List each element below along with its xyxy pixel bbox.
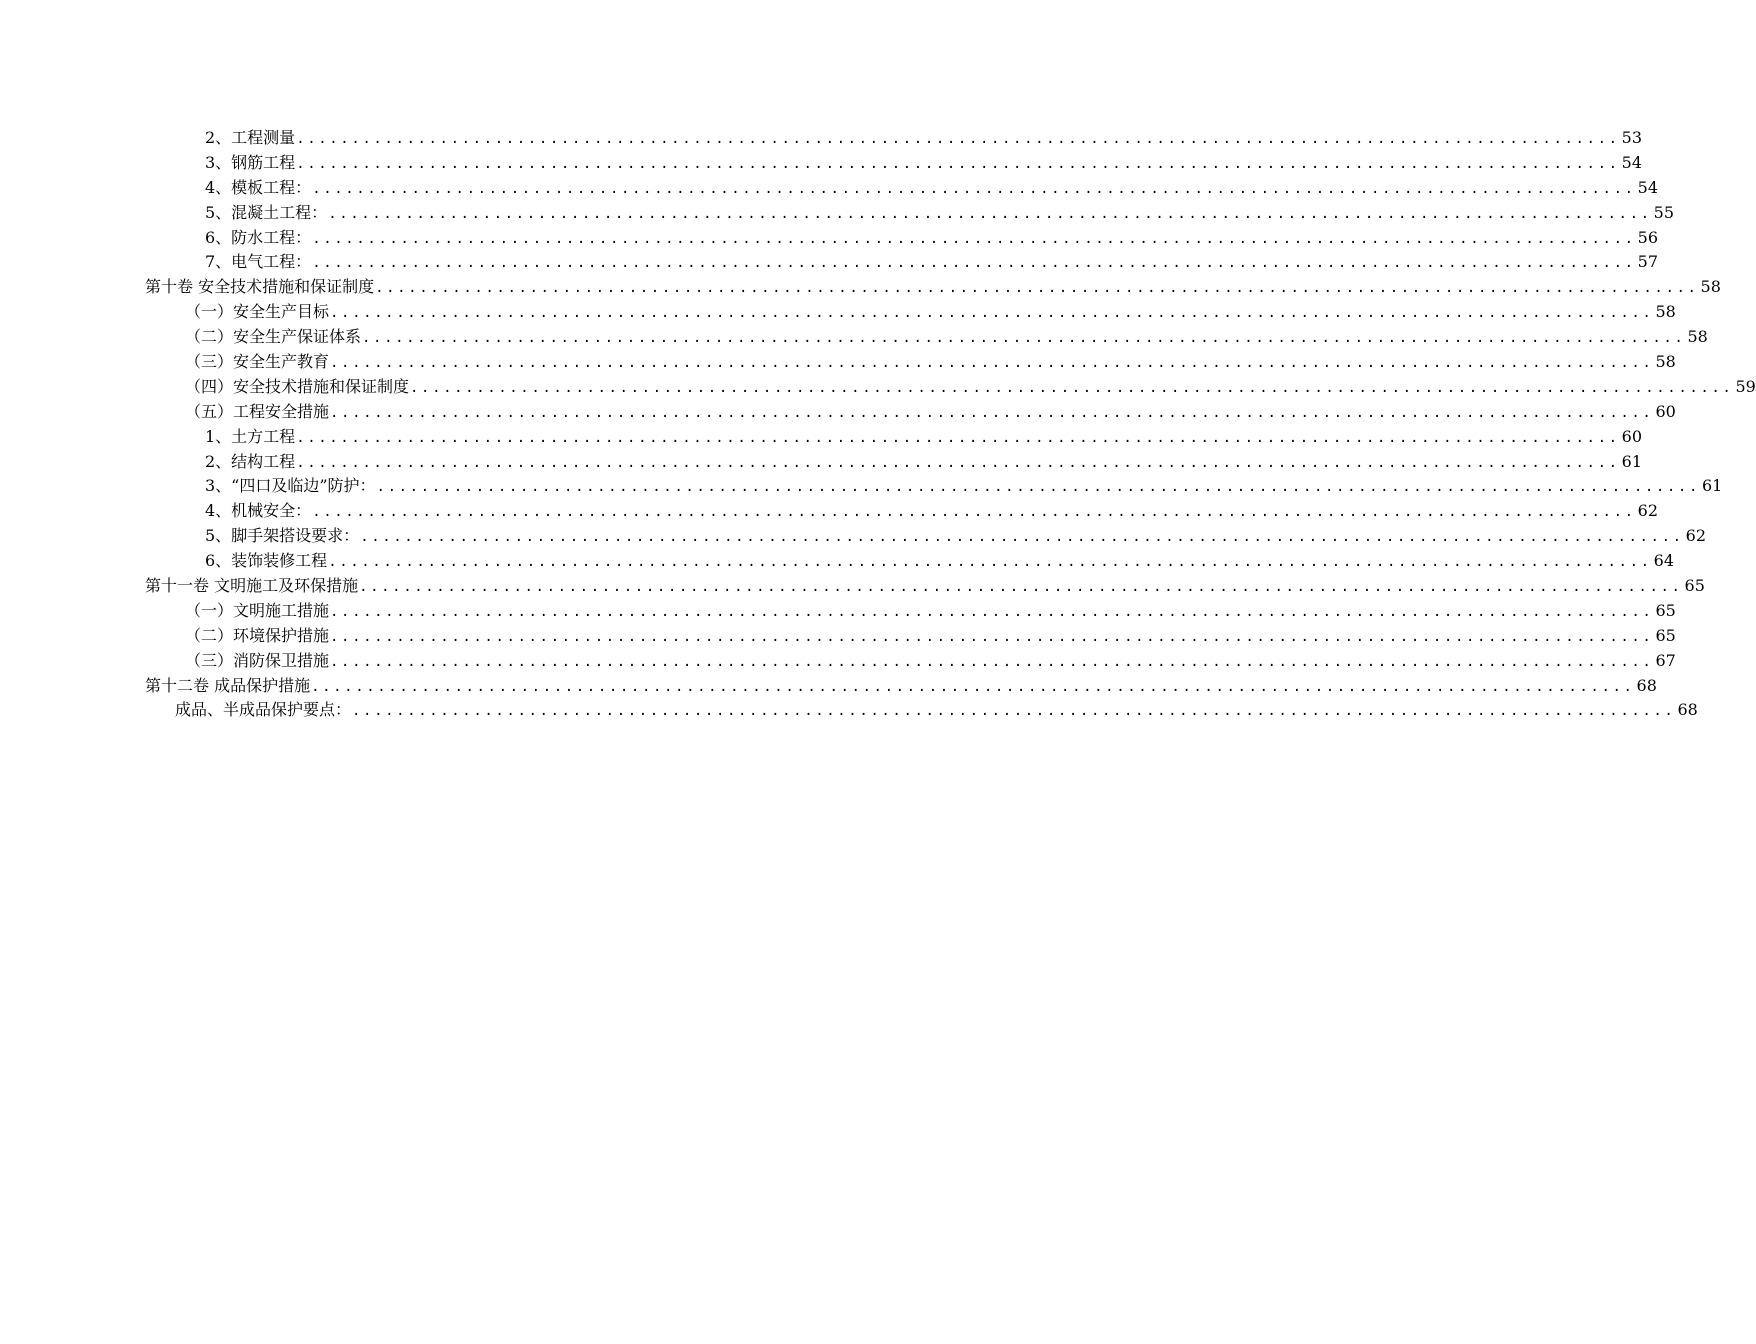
toc-entry-title: 4、机械安全：: [205, 501, 312, 521]
toc-entry-title: （三）安全生产教育: [185, 352, 330, 372]
toc-dot-leader: ........................................................................................................................: [330, 305, 1654, 322]
toc-dot-leader: ........................................................................................................................: [330, 653, 1654, 670]
toc-entry-page-number: 62: [1685, 526, 1706, 546]
toc-entry-title: 4、模板工程：: [205, 177, 312, 197]
toc-dot-leader: ........................................................................................................................: [312, 230, 1636, 247]
toc-dot-leader: ........................................................................................................................: [312, 255, 1636, 272]
toc-entry-page-number: 65: [1684, 576, 1705, 596]
toc-entry-page-number: 54: [1637, 177, 1658, 197]
toc-entry[interactable]: [145, 574, 1705, 599]
toc-entry[interactable]: [145, 499, 1658, 524]
toc-entry-page-number: 58: [1655, 352, 1676, 372]
toc-entry[interactable]: [145, 450, 1642, 475]
toc-entry-title: 3、钢筋工程: [205, 152, 296, 172]
toc-dot-leader: ........................................................................................................................: [311, 678, 1635, 695]
toc-dot-leader: ........................................................................................................................: [330, 603, 1654, 620]
toc-dot-leader: ........................................................................................................................: [376, 479, 1700, 496]
toc-entry[interactable]: [145, 275, 1721, 300]
toc-entry-page-number: 67: [1655, 650, 1676, 670]
toc-entry[interactable]: [145, 126, 1642, 151]
toc-dot-leader: ........................................................................................................................: [330, 404, 1654, 421]
toc-entry[interactable]: [145, 201, 1674, 226]
toc-entry-page-number: 65: [1655, 625, 1676, 645]
toc-entry[interactable]: [145, 400, 1676, 425]
toc-entry-title: （二）安全生产保证体系: [185, 327, 362, 347]
toc-entry[interactable]: [145, 350, 1676, 375]
toc-entry-page-number: 58: [1687, 327, 1708, 347]
toc-entry-title: 6、防水工程：: [205, 227, 312, 247]
toc-dot-leader: ........................................................................................................................: [330, 355, 1654, 372]
toc-entry-title: 成品、半成品保护要点：: [175, 700, 352, 720]
toc-entry[interactable]: [145, 425, 1642, 450]
toc-dot-leader: ........................................................................................................................: [359, 579, 1683, 596]
toc-entry-title: （五）工程安全措施: [185, 401, 330, 421]
toc-entry[interactable]: [145, 624, 1676, 649]
toc-entry-title: 7、电气工程：: [205, 252, 312, 272]
toc-entry-page-number: 58: [1700, 277, 1721, 297]
toc-entry-title: 3、“四口及临边”防护：: [205, 476, 376, 496]
toc-entry[interactable]: [145, 250, 1658, 275]
toc-entry-page-number: 53: [1621, 128, 1642, 147]
toc-entry-page-number: 58: [1655, 302, 1676, 322]
toc-entry[interactable]: [145, 325, 1708, 350]
toc-entry-title: 第十二卷 成品保护措施: [145, 675, 311, 695]
toc-entry[interactable]: [145, 151, 1642, 176]
toc-dot-leader: ........................................................................................................................: [296, 429, 1620, 446]
toc-dot-leader: ........................................................................................................................: [375, 280, 1699, 297]
toc-entry[interactable]: [145, 599, 1676, 624]
toc-dot-leader: ........................................................................................................................: [410, 379, 1734, 396]
toc-dot-leader: ........................................................................................................................: [296, 131, 1620, 147]
toc-dot-leader: ........................................................................................................................: [312, 180, 1636, 197]
toc-entry-title: （三）消防保卫措施: [185, 650, 330, 670]
toc-entry-page-number: 61: [1621, 451, 1642, 471]
toc-dot-leader: ........................................................................................................................: [296, 155, 1620, 172]
toc-entry-title: 第十一卷 文明施工及环保措施: [145, 576, 359, 596]
toc-entry-title: 6、装饰装修工程: [205, 551, 328, 571]
toc-entry-title: 5、混凝土工程：: [205, 202, 328, 222]
toc-entry-title: 第十卷 安全技术措施和保证制度: [145, 277, 375, 297]
toc-entry-title: （一）安全生产目标: [185, 302, 330, 322]
toc-entry-page-number: 59: [1735, 376, 1756, 396]
toc-entry-title: 2、结构工程: [205, 451, 296, 471]
toc-dot-leader: ........................................................................................................................: [296, 454, 1620, 471]
toc-dot-leader: ........................................................................................................................: [328, 205, 1652, 222]
toc-entry-page-number: 65: [1655, 600, 1676, 620]
toc-entry-page-number: 62: [1637, 501, 1658, 521]
toc-dot-leader: ........................................................................................................................: [312, 504, 1636, 521]
toc-entry-page-number: 56: [1637, 227, 1658, 247]
toc-dot-leader: ........................................................................................................................: [330, 628, 1654, 645]
toc-entry-title: （四）安全技术措施和保证制度: [185, 376, 410, 396]
toc-entry[interactable]: [145, 524, 1706, 549]
toc-dot-leader: ........................................................................................................................: [352, 703, 1676, 720]
toc-entry-page-number: 54: [1621, 152, 1642, 172]
toc-entry[interactable]: [145, 549, 1674, 574]
toc-entry-title: （一）文明施工措施: [185, 600, 330, 620]
toc-entry[interactable]: [145, 698, 1698, 723]
toc-entry-page-number: 60: [1655, 401, 1676, 421]
toc-entry[interactable]: [145, 474, 1723, 499]
toc-entry[interactable]: [145, 226, 1658, 251]
toc-entry-page-number: 64: [1653, 551, 1674, 571]
toc-entry-page-number: 55: [1653, 202, 1674, 222]
toc-dot-leader: ........................................................................................................................: [360, 529, 1684, 546]
toc-dot-leader: ........................................................................................................................: [362, 330, 1686, 347]
toc-entry-title: 1、土方工程: [205, 426, 296, 446]
toc-entry[interactable]: [145, 300, 1676, 325]
toc-entry[interactable]: [145, 649, 1676, 674]
toc-entry-title: 5、脚手架搭设要求：: [205, 526, 360, 546]
table-of-contents: [145, 126, 1756, 723]
toc-entry[interactable]: [145, 674, 1657, 699]
toc-entry[interactable]: [145, 176, 1658, 201]
toc-entry-page-number: 68: [1677, 700, 1698, 720]
toc-entry-title: 2、工程测量: [205, 128, 296, 147]
toc-dot-leader: ........................................................................................................................: [328, 554, 1652, 571]
toc-entry-page-number: 57: [1637, 252, 1658, 272]
toc-entry-title: （二）环境保护措施: [185, 625, 330, 645]
toc-entry[interactable]: [145, 375, 1756, 400]
toc-entry-page-number: 61: [1702, 476, 1723, 496]
toc-entry-page-number: 68: [1636, 675, 1657, 695]
toc-entry-page-number: 60: [1621, 426, 1642, 446]
